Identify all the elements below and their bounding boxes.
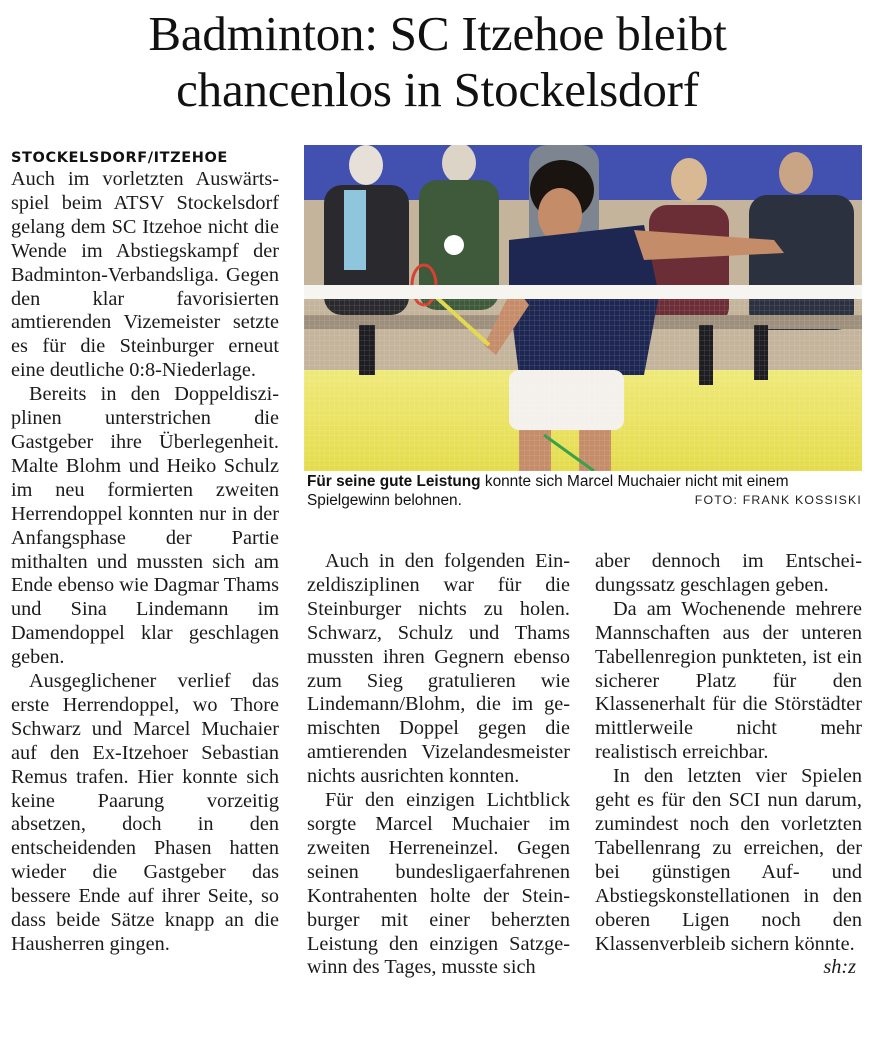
paragraph-3: Ausgeglichener verlief das erste Herrendoppel, wo Thore Schwarz und Marcel Muchaier auf den Ex-Itzehoer Sebastian Remus trafen. Hier konnte sich keine Paarung vorzeitig absetzen, doch in den entscheidenden Phasen hatten wieder die Gastgeber das bessere Ende auf ihrer Seite, so dass beide Sätze knapp an die Hausherren gingen. <box>11 670 279 955</box>
article-column-3 <box>595 550 862 980</box>
headline-line-2: chancenlos in Stockelsdorf <box>176 62 699 117</box>
dateline: STOCKELSDORF/ITZEHOE <box>11 150 228 166</box>
caption-text: konnte sich Marcel Muchaier nicht mit einem Spielgewinn belohnen. <box>307 473 789 509</box>
article-headline <box>0 6 875 118</box>
badminton-player-image <box>304 145 862 471</box>
photo-credit: FOTO: FRANK KOSSISKI <box>694 493 862 507</box>
paragraph-5-continued: aber dennoch im Entscheidungssatz geschlagen geben. <box>595 550 862 596</box>
headline-line-1: Badminton: SC Itzehoe bleibt <box>148 6 727 61</box>
paragraph-5: Für den einzigen Lichtblick sorgte Marcel Muchaier im zweiten Herreneinzel. Gegen seinen bundesligaerfahrenen Kontrahenten holte der Steinburger mit einer beherzten Leistung den einzigen Satzgewinn des Tages, musste sich <box>307 789 570 979</box>
article-column-1 <box>11 148 279 957</box>
photo-caption <box>307 472 862 510</box>
paragraph-6: Da am Wochenende mehrere Mannschaften aus der unteren Tabellenregion punkteten, ist ein sicherer Platz für den Klassenerhalt für die Störstädter mittlerweile nicht mehr realistisch erreichbar. <box>595 597 862 764</box>
paragraph-7-text: In den letzten vier Spielen geht es für den SCI nun darum, zumindest noch den vorletzten Tabellenrang zu erreichen, der bei günstigen Auf- und Abstiegskonstellationen in den oberen Ligen noch den Klassenverbleib sichern könnte. <box>595 765 862 955</box>
article-photo <box>304 145 862 471</box>
article-column-2 <box>307 550 570 980</box>
author-signature: sh:z <box>823 956 856 979</box>
paragraph-2: Bereits in den Doppeldisziplinen unterstrichen die Gastgeber ihre Überlegenheit. Malte Blohm und Heiko Schulz im neu formierten zweiten Herrendoppel konnten nur in der Anfangsphase der Partie mithalten und mussten sich am Ende ebenso wie Dagmar Thams und Sina Lindemann im Damendoppel klar geschlagen geben. <box>11 383 279 669</box>
caption-lead: Für seine gute Leistung <box>307 473 481 490</box>
paragraph-1: Auch im vorletzten Auswärtsspiel beim ATSV Stockelsdorf gelang dem SC Itzehoe nicht die Wende im Abstiegskampf der Badminton-Verbandsliga. Gegen den klar favorisierten amtierenden Vizemeister setzte es für die Steinburger erneut eine deutliche 0:8-Niederlage. <box>11 168 279 382</box>
paragraph-7 <box>595 765 862 979</box>
paragraph-4: Auch in den folgenden Einzeldisziplinen war für die Steinburger nichts zu holen. Schwarz, Schulz und Thams mussten ihren Gegnern ebenso zum Sieg gratulieren wie Lindemann/Blohm, die im gemischten Doppel gegen die amtierenden Vizelandesmeister nichts ausrichten konnten. <box>307 550 570 788</box>
